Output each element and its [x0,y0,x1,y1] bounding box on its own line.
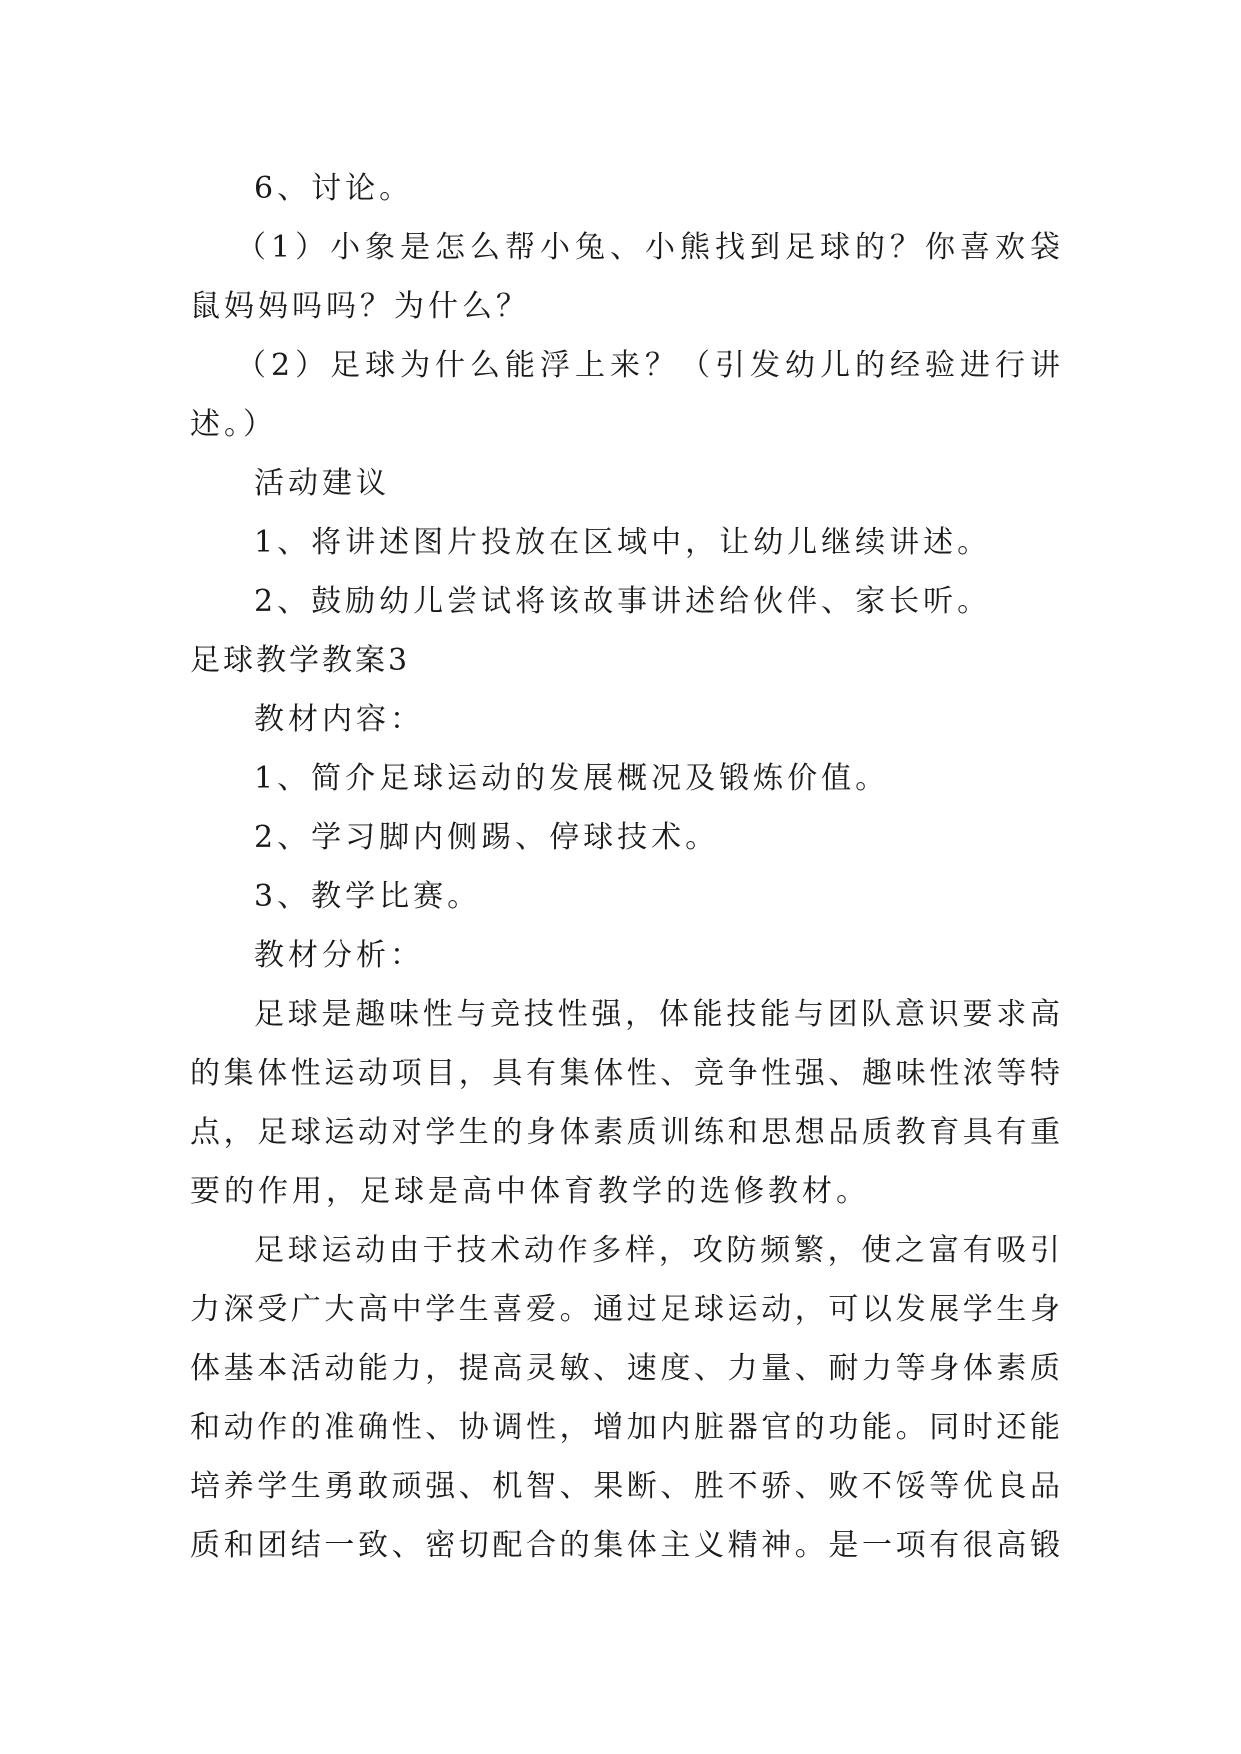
paragraph-line: 力深受广大高中学生喜爱。通过足球运动，可以发展学生身 [190,1292,1060,1327]
paragraph-line: 体基本活动能力，提高灵敏、速度、力量、耐力等身体素质 [190,1351,1060,1386]
paragraph-line: 鼠妈妈吗吗？为什么？ [190,289,530,324]
paragraph-line: 足球运动由于技术动作多样，攻防频繁，使之富有吸引 [254,1233,1060,1268]
paragraph-line: （1）小象是怎么帮小兔、小熊找到足球的？你喜欢袋 [236,230,1060,265]
paragraph-line: 培养学生勇敢顽强、机智、果断、胜不骄、败不馁等优良品 [190,1469,1060,1504]
list-item: 1、将讲述图片投放在区域中，让幼儿继续讲述。 [254,525,992,560]
paragraph-line: 要的作用，足球是高中体育教学的选修教材。 [190,1174,870,1209]
paragraph-line: （2）足球为什么能浮上来？（引发幼儿的经验进行讲 [236,348,1060,383]
list-item: 3、教学比赛。 [254,879,482,914]
paragraph-line: 和动作的准确性、协调性，增加内脏器官的功能。同时还能 [190,1410,1060,1445]
section-heading: 教材内容： [254,702,424,737]
paragraph-line: 质和团结一致、密切配合的集体主义精神。是一项有很高锻 [190,1528,1060,1563]
list-item: 2、学习脚内侧踢、停球技术。 [254,820,720,855]
paragraph-line: 的集体性运动项目，具有集体性、竞争性强、趣味性浓等特 [190,1056,1060,1091]
document-body [190,159,1060,1575]
list-item: 2、鼓励幼儿尝试将该故事讲述给伙伴、家长听。 [254,584,992,619]
paragraph-line: 点，足球运动对学生的身体素质训练和思想品质教育具有重 [190,1115,1060,1150]
paragraph-line: 述。） [190,407,277,442]
paragraph-line: 足球是趣味性与竞技性强，体能技能与团队意识要求高 [254,997,1060,1032]
section-heading: 活动建议 [254,466,390,501]
paragraph-line: 6、讨论。 [254,171,414,206]
document-title: 足球教学教案3 [190,643,411,678]
section-heading: 教材分析： [254,938,424,973]
list-item: 1、简介足球运动的发展概况及锻炼价值。 [254,761,890,796]
